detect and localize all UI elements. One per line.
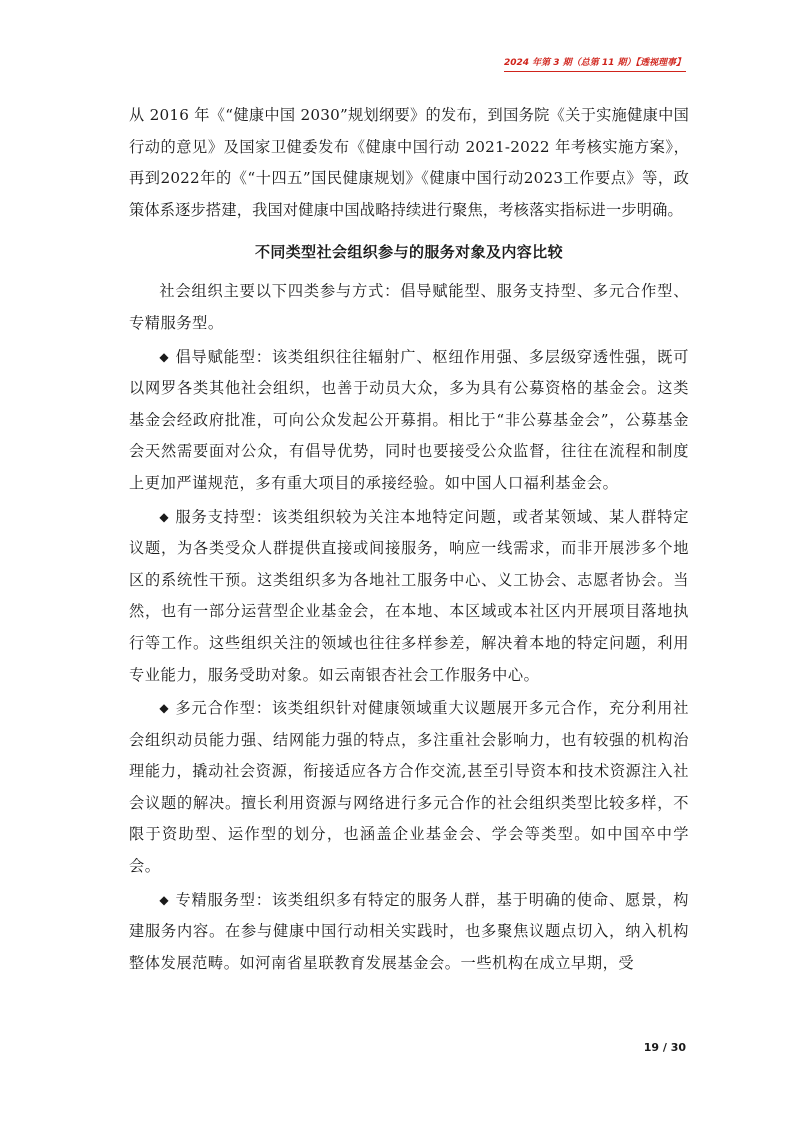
diamond-bullet-icon: ◆ xyxy=(159,509,170,524)
article-body xyxy=(129,100,689,979)
page-number: 19 / 30 xyxy=(643,1041,686,1054)
diamond-bullet-icon: ◆ xyxy=(159,349,170,364)
diamond-bullet-icon: ◆ xyxy=(159,892,170,907)
bullet-text: 专精服务型：该类组织多有特定的服务人群，基于明确的使命、愿景，构建服务内容。在参与健康中国行动相关实践时，也多聚焦议题点切入，纳入机构整体发展范畴。如河南省星联教育发展基金会。一些机构在成立早期，受 xyxy=(129,890,689,972)
bullet-text: 服务支持型：该类组织较为关注本地特定问题，或者某领域、某人群特定议题，为各类受众人群提供直接或间接服务，响应一线需求，而非开展涉多个地区的系统性干预。这类组织多为各地社工服务中心、义工协会、志愿者协会。当然，也有一部分运营型企业基金会，在本地、本区域或本社区内开展项目落地执行等工作。这些组织关注的领域也往往多样参差，解决着本地的特定问题，利用专业能力，服务受助对象。如云南银杏社会工作服务中心。 xyxy=(129,507,689,684)
issue-header: 2024 年第 3 期（总第 11 期）【透视理事】 xyxy=(503,58,685,68)
bullet-paragraph-advocacy xyxy=(129,342,689,500)
bullet-text: 多元合作型：该类组织针对健康领域重大议题展开多元合作，充分利用社会组织动员能力强、结网能力强的特点，多注重社会影响力，也有较强的机构治理能力，撬动社会资源，衔接适应各方合作交流,甚至引导资本和技术资源注入社会议题的解决。擅长利用资源与网络进行多元合作的社会组织类型比较多样，不限于资助型、运作型的划分，也涵盖企业基金会、学会等类型。如中国卒中学会。 xyxy=(129,699,689,876)
intro-paragraph: 从 2016 年《“健康中国 2030”规划纲要》的发布，到国务院《关于实施健康中国行动的意见》及国家卫健委发布《健康中国行动 2021-2022 年考核实施方案》，再到2022年的《“十四五”国民健康规划》《健康中国行动2023工作要点》等，政策体系逐步搭建，我国对健康中国战略持续进行聚焦，考核落实指标进一步明确。 xyxy=(129,106,689,219)
lead-paragraph: 社会组织主要以下四类参与方式：倡导赋能型、服务支持型、多元合作型、专精服务型。 xyxy=(129,282,689,332)
diamond-bullet-icon: ◆ xyxy=(159,701,170,716)
section-title: 不同类型社会组织参与的服务对象及内容比较 xyxy=(254,243,563,262)
bullet-paragraph-specialized-service xyxy=(129,885,689,980)
bullet-paragraph-multi-cooperation xyxy=(129,693,689,883)
header-underline xyxy=(504,71,686,72)
bullet-paragraph-service-support xyxy=(129,502,689,692)
bullet-text: 倡导赋能型：该类组织往往辐射广、枢纽作用强、多层级穿透性强，既可以网罗各类其他社会组织，也善于动员大众，多为具有公募资格的基金会。这类基金会经政府批准，可向公众发起公开募捐。相比于“非公募基金会”，公募基金会天然需要面对公众，有倡导优势，同时也要接受公众监督，往往在流程和制度上更加严谨规范，多有重大项目的承接经验。如中国人口福利基金会。 xyxy=(129,347,689,492)
